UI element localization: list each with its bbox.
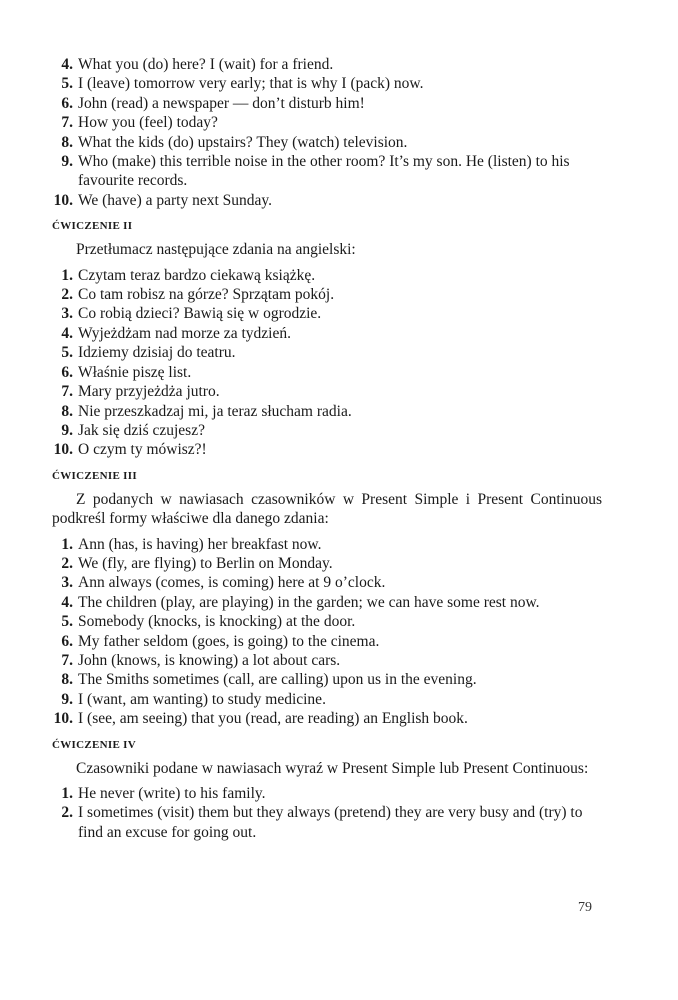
exercise-list <box>52 784 602 842</box>
exercise-instruction: Czasowniki podane w nawiasach wyraź w Present Simple lub Present Continuous: <box>76 759 589 777</box>
list-item: 5. I (leave) tomorrow very early; that is why I (pack) now. <box>61 75 424 93</box>
list-item: 1. He never (write) to his family. <box>61 785 266 802</box>
list-item: 7. Mary przyjeżdża jutro. <box>61 383 220 401</box>
list-item: 4. What you (do) here? I (wait) for a friend. <box>61 56 334 73</box>
list-item: 10. We (have) a party next Sunday. <box>53 191 273 209</box>
list-item: 2. I sometimes (visit) them but they always (pretend) they are very busy and (try) to find an excuse for going out. <box>61 804 583 841</box>
exercise-heading: ĆWICZENIE II <box>52 220 133 233</box>
list-item: 8. Nie przeszkadzaj mi, ja teraz słucham radia. <box>61 402 352 420</box>
list-item: 10. O czym ty mówisz?! <box>53 441 207 459</box>
list-item: 9. I (want, am wanting) to study medicine. <box>61 690 326 708</box>
list-item: 5. Somebody (knocks, is knocking) at the door. <box>61 613 356 631</box>
exercise-heading: ĆWICZENIE IV <box>52 738 136 751</box>
list-item: 6. John (read) a newspaper — don’t disturb him! <box>61 94 365 112</box>
exercise-list <box>52 266 602 460</box>
list-item: 10. I (see, am seeing) that you (read, are reading) an English book. <box>53 710 468 728</box>
list-item: 1. Czytam teraz bardzo ciekawą książkę. <box>61 266 316 284</box>
list-item: 2. We (fly, are flying) to Berlin on Monday. <box>61 554 333 572</box>
list-item: 9. Jak się dziś czujesz? <box>61 421 205 439</box>
list-item: 6. Właśnie piszę list. <box>61 363 192 381</box>
list-item: 5. Idziemy dzisiaj do teatru. <box>61 344 236 362</box>
list-item: 9. Who (make) this terrible noise in the other room? It’s my son. He (listen) to his favourite records. <box>61 153 570 190</box>
list-item: 7. John (knows, is knowing) a lot about cars. <box>61 651 341 669</box>
exercise-instruction: Z podanych w nawiasach czasowników w Present Simple i Present Continuous podkreśl formy właściwe dla danego zdania: <box>52 490 602 528</box>
page-number: 79 <box>578 900 592 915</box>
list-item: 6. My father seldom (goes, is going) to the cinema. <box>61 632 380 650</box>
list-item: 8. What the kids (do) upstairs? They (watch) television. <box>61 133 408 151</box>
list-item: 4. Wyjeżdżam nad morze za tydzień. <box>61 324 291 342</box>
page-text <box>52 55 602 842</box>
exercise-continued-list <box>52 55 602 210</box>
list-item: 3. Co robią dzieci? Bawią się w ogrodzie. <box>61 305 322 323</box>
list-item: 7. How you (feel) today? <box>61 114 218 132</box>
exercise-instruction: Przetłumacz następujące zdania na angielski: <box>76 241 356 259</box>
exercise-heading: ĆWICZENIE III <box>52 469 137 482</box>
list-item: 3. Ann always (comes, is coming) here at 9 o’clock. <box>61 574 386 592</box>
exercise-list <box>52 535 602 729</box>
list-item: 1. Ann (has, is having) her breakfast now. <box>61 535 322 553</box>
list-item: 4. The children (play, are playing) in the garden; we can have some rest now. <box>61 593 540 611</box>
list-item: 8. The Smiths sometimes (call, are calling) upon us in the evening. <box>61 671 477 689</box>
list-item: 2. Co tam robisz na górze? Sprzątam pokój. <box>61 286 335 304</box>
